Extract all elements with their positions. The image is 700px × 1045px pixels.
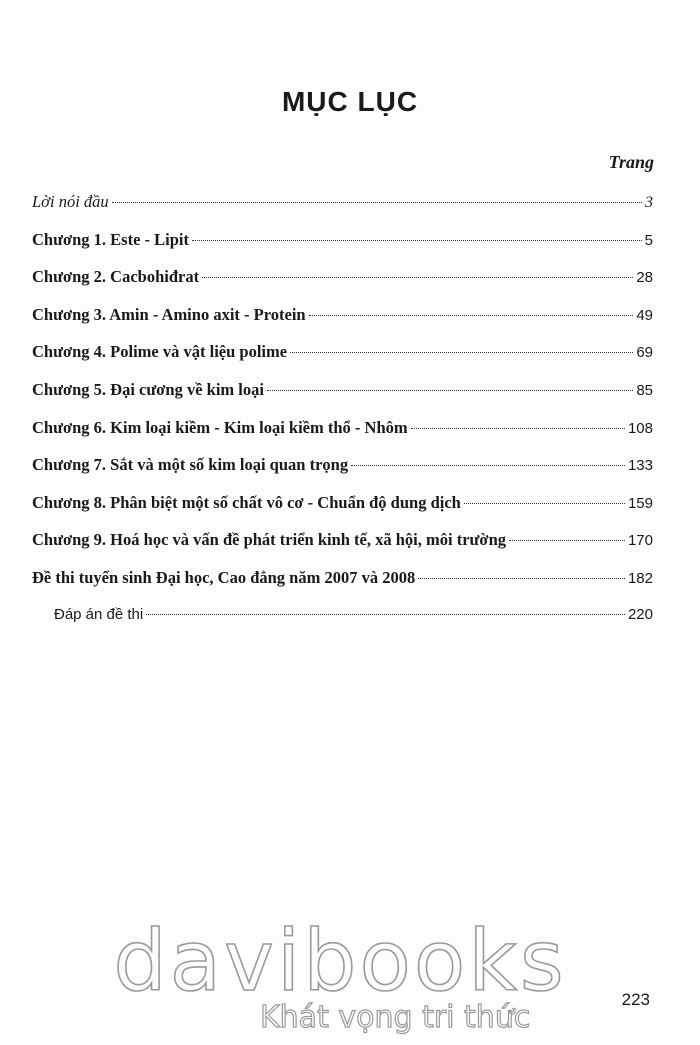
toc-entry-page: 108	[627, 419, 653, 437]
table-of-contents	[32, 192, 653, 643]
toc-entry-label: Chương 4. Polime và vật liệu polime	[32, 342, 288, 362]
dot-leader	[290, 352, 633, 353]
dot-leader	[509, 540, 625, 541]
toc-entry-label: Đáp án đề thi	[54, 605, 144, 623]
toc-entry-chapter-6[interactable]	[32, 418, 653, 456]
toc-entry-page: 182	[627, 569, 653, 587]
watermark-slogan: Khát vọng tri thức	[260, 1000, 531, 1035]
toc-entry-label: Chương 7. Sắt và một số kim loại quan trọng	[32, 455, 349, 475]
toc-entry-page: 49	[636, 306, 653, 324]
page-column-header: Trang	[608, 152, 654, 172]
toc-entry-page: 5	[644, 231, 653, 249]
toc-entry-label: Chương 1. Este - Lipit	[32, 229, 190, 249]
dot-leader	[192, 240, 642, 241]
toc-entry-label: Lời nói đầu	[32, 192, 109, 211]
toc-entry-chapter-5[interactable]	[32, 380, 653, 418]
toc-entry-page: 159	[627, 494, 653, 512]
toc-entry-label: Chương 6. Kim loại kiềm - Kim loại kiềm thổ - Nhôm	[32, 417, 408, 437]
toc-entry-chapter-3[interactable]	[32, 305, 653, 343]
toc-entry-label: Chương 3. Amin - Amino axit - Protein	[32, 304, 306, 324]
toc-entry-page: 28	[636, 269, 653, 287]
toc-entry-chapter-9[interactable]	[32, 530, 653, 568]
toc-entry-label: Chương 5. Đại cương về kim loại	[32, 379, 264, 399]
toc-entry-page: 85	[636, 381, 653, 399]
dot-leader	[309, 315, 634, 316]
toc-entry-page: 170	[627, 532, 653, 550]
dot-leader	[464, 503, 625, 504]
toc-entry-chapter-2[interactable]	[32, 267, 653, 305]
toc-entry-label: Đề thi tuyển sinh Đại học, Cao đẳng năm 2007 và 2008	[32, 567, 416, 587]
toc-entry-page: 133	[627, 457, 653, 475]
dot-leader	[267, 390, 633, 391]
toc-entry-label: Chương 8. Phân biệt một số chất vô cơ - Chuẩn độ dung dịch	[32, 492, 461, 512]
dot-leader	[351, 465, 625, 466]
toc-entry-label: Chương 2. Cacbohiđrat	[32, 267, 200, 287]
toc-entry-answers[interactable]	[32, 606, 653, 644]
page-number: 223	[621, 990, 650, 1009]
toc-entry-chapter-7[interactable]	[32, 455, 653, 493]
toc-entry-chapter-8[interactable]	[32, 493, 653, 531]
dot-leader	[146, 614, 625, 615]
toc-entry-label: Chương 9. Hoá học và vấn đề phát triển kinh tế, xã hội, môi trường	[32, 530, 506, 550]
toc-entry-exams[interactable]	[32, 568, 653, 606]
toc-entry-page: 220	[627, 605, 653, 623]
page-title: MỤC LỤC	[281, 86, 419, 117]
toc-entry-chapter-1[interactable]	[32, 230, 653, 268]
dot-leader	[202, 277, 633, 278]
toc-entry-page: 3	[645, 194, 653, 211]
toc-entry-chapter-4[interactable]	[32, 342, 653, 380]
dot-leader	[411, 428, 625, 429]
toc-entry-foreword[interactable]	[32, 192, 653, 230]
dot-leader	[112, 202, 642, 203]
watermark-logo: davibooks	[113, 912, 567, 1010]
toc-entry-page: 69	[636, 344, 653, 362]
dot-leader	[418, 578, 625, 579]
